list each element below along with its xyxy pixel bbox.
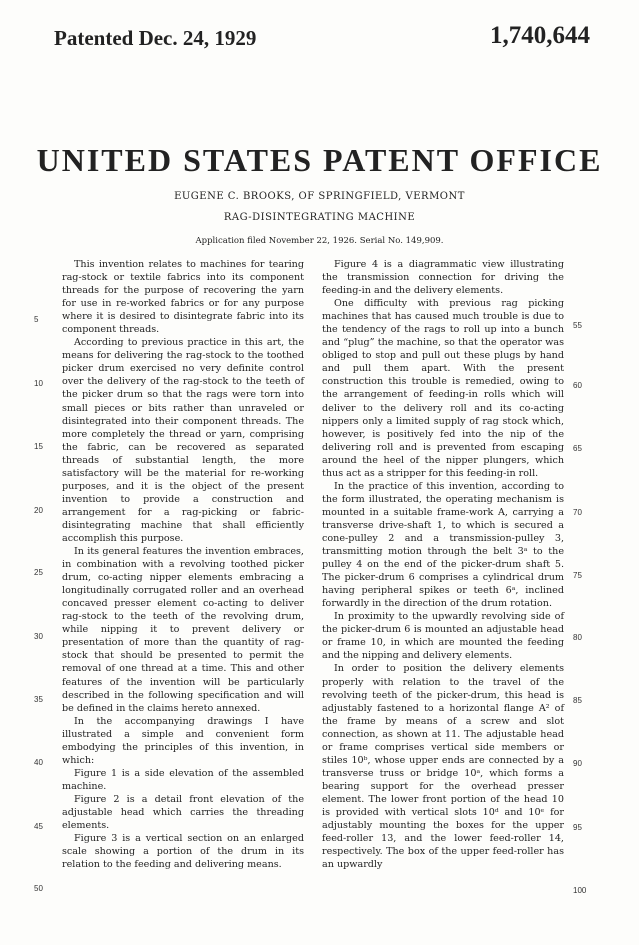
line-number: 50 [34, 884, 43, 893]
paragraph: This invention relates to machines for tearing rag-stock or textile fabrics into its component threads for the purpose of recovering the yarn for use in re-worked fabrics or for any purpose where it is desired to disintegrate fabric into its component threads. [62, 259, 304, 336]
line-number: 20 [34, 506, 43, 515]
paragraph: In the practice of this invention, according to the form illustrated, the operating mechanism is mounted in a suitable frame-work A, carrying a transverse drive-shaft 1, to which is secured a cone-pulley 2 and a transmission-pulley 3, transmitting motion through the belt 3ᵃ to the pulley 4 on the end of the picker-drum shaft 5. The picker-drum 6 comprises a cylindrical drum having peripheral spikes or teeth 6ᵃ, inclined forwardly in the direction of the drum rotation. [322, 480, 564, 610]
line-number: 100 [573, 886, 587, 895]
line-number: 65 [573, 444, 582, 453]
filing-info: Application filed November 22, 1926. Serial No. 149,909. [195, 236, 444, 246]
line-number: 85 [573, 696, 582, 705]
line-number: 45 [34, 822, 43, 831]
line-number: 30 [34, 632, 43, 641]
line-number: 95 [573, 823, 582, 832]
line-number: 10 [34, 379, 43, 388]
paragraph: Figure 2 is a detail front elevation of the adjustable head which carries the threading elements. [62, 793, 304, 832]
patent-number: 1,740,644 [490, 22, 590, 49]
line-number: 5 [34, 315, 39, 324]
line-number: 35 [34, 695, 43, 704]
line-number: 75 [573, 571, 582, 580]
paragraph: Figure 1 is a side elevation of the assembled machine. [62, 767, 304, 792]
line-number: 70 [573, 508, 582, 517]
paragraph: Figure 4 is a diagrammatic view illustrating the transmission connection for driving the feeding-in and the delivery elements. [322, 259, 564, 297]
line-number: 55 [573, 321, 582, 330]
paragraph: According to previous practice in this art, the means for delivering the rag-stock to the toothed picker drum exercised no very definite control over the delivery of the rag-stock to the teeth of the picker drum so that the rags were torn into small pieces or bits rather than unraveled or disintegrated into their component threads. The more completely the thread or yarn, comprising the fabric, can be recovered as separated threads of substantial length, the more satisfactory will be the material for re-working purposes, and it is the object of the present invention to provide a construction and arrangement for a rag-picking or fabric-disintegrating machine that shall efficiently accomplish this purpose. [62, 337, 304, 544]
paragraph: In proximity to the upwardly revolving side of the picker-drum 6 is mounted an adjustable head or frame 10, in which are mounted the feeding and the nipping and delivery elements. [322, 611, 564, 662]
paragraph: In order to position the delivery elements properly with relation to the travel of the revolving teeth of the picker-drum, this head is adjustably fastened to a horizontal flange A² of the frame by means of a screw and slot connection, as shown at 11. The adjustable head or frame comprises vertical side members or stiles 10ᵇ, whose upper ends are connected by a transverse truss or bridge 10ᵃ, which forms a bearing support for the overhead presser element. The lower front portion of the head 10 is provided with vertical slots 10ᵈ and 10ᵉ for adjustably mounting the boxes for the upper feed-roller 13, and the lower feed-roller 14, respectively. The box of the upper feed-roller has an upwardly [322, 663, 564, 871]
line-number: 15 [34, 442, 43, 451]
paragraph: In the accompanying drawings I have illustrated a simple and convenient form embodying the principles of this invention, in which: [62, 715, 304, 766]
line-number: 90 [573, 759, 582, 768]
left-column [62, 258, 304, 871]
inventor-line: EUGENE C. BROOKS, OF SPRINGFIELD, VERMONT [174, 191, 465, 202]
line-number: 40 [34, 758, 43, 767]
line-number: 80 [573, 633, 582, 642]
paragraph: One difficulty with previous rag picking machines that has caused much trouble is due to the tendency of the rags to roll up into a bunch and “plug” the machine, so that the operator was obliged to stop and pull out these plugs by hand and pull them apart. With the present construction this trouble is remedied, owing to the arrangement of feeding-in rolls which will deliver to the delivery roll and its co-acting nippers only a limited supply of rag stock which, however, is positively fed into the nip of the delivering roll and is prevented from escaping around the heel of the nipper plungers, which thus act as a stripper for this feeding-in roll. [322, 298, 564, 479]
patented-date: Patented Dec. 24, 1929 [54, 26, 257, 50]
page-title: UNITED STATES PATENT OFFICE [36, 142, 603, 178]
paragraph: Figure 3 is a vertical section on an enlarged scale showing a portion of the drum in its relation to the feeding and delivering means. [62, 833, 304, 871]
invention-title: RAG-DISINTEGRATING MACHINE [223, 212, 416, 223]
right-column [322, 258, 564, 871]
line-number: 25 [34, 568, 43, 577]
line-number: 60 [573, 381, 582, 390]
paragraph: In its general features the invention embraces, in combination with a revolving toothed picker drum, co-acting nipper elements embracing a longitudinally corrugated roller and an overhead concaved presser element co-acting to deliver rag-stock to the teeth of the revolving drum, while nipping it to prevent delivery or presentation of more than the quantity of rag-stock that should be presented to permit the removal of one thread at a time. This and other features of the invention will be particularly described in the following specification and will be defined in the claims hereto annexed. [62, 546, 304, 714]
